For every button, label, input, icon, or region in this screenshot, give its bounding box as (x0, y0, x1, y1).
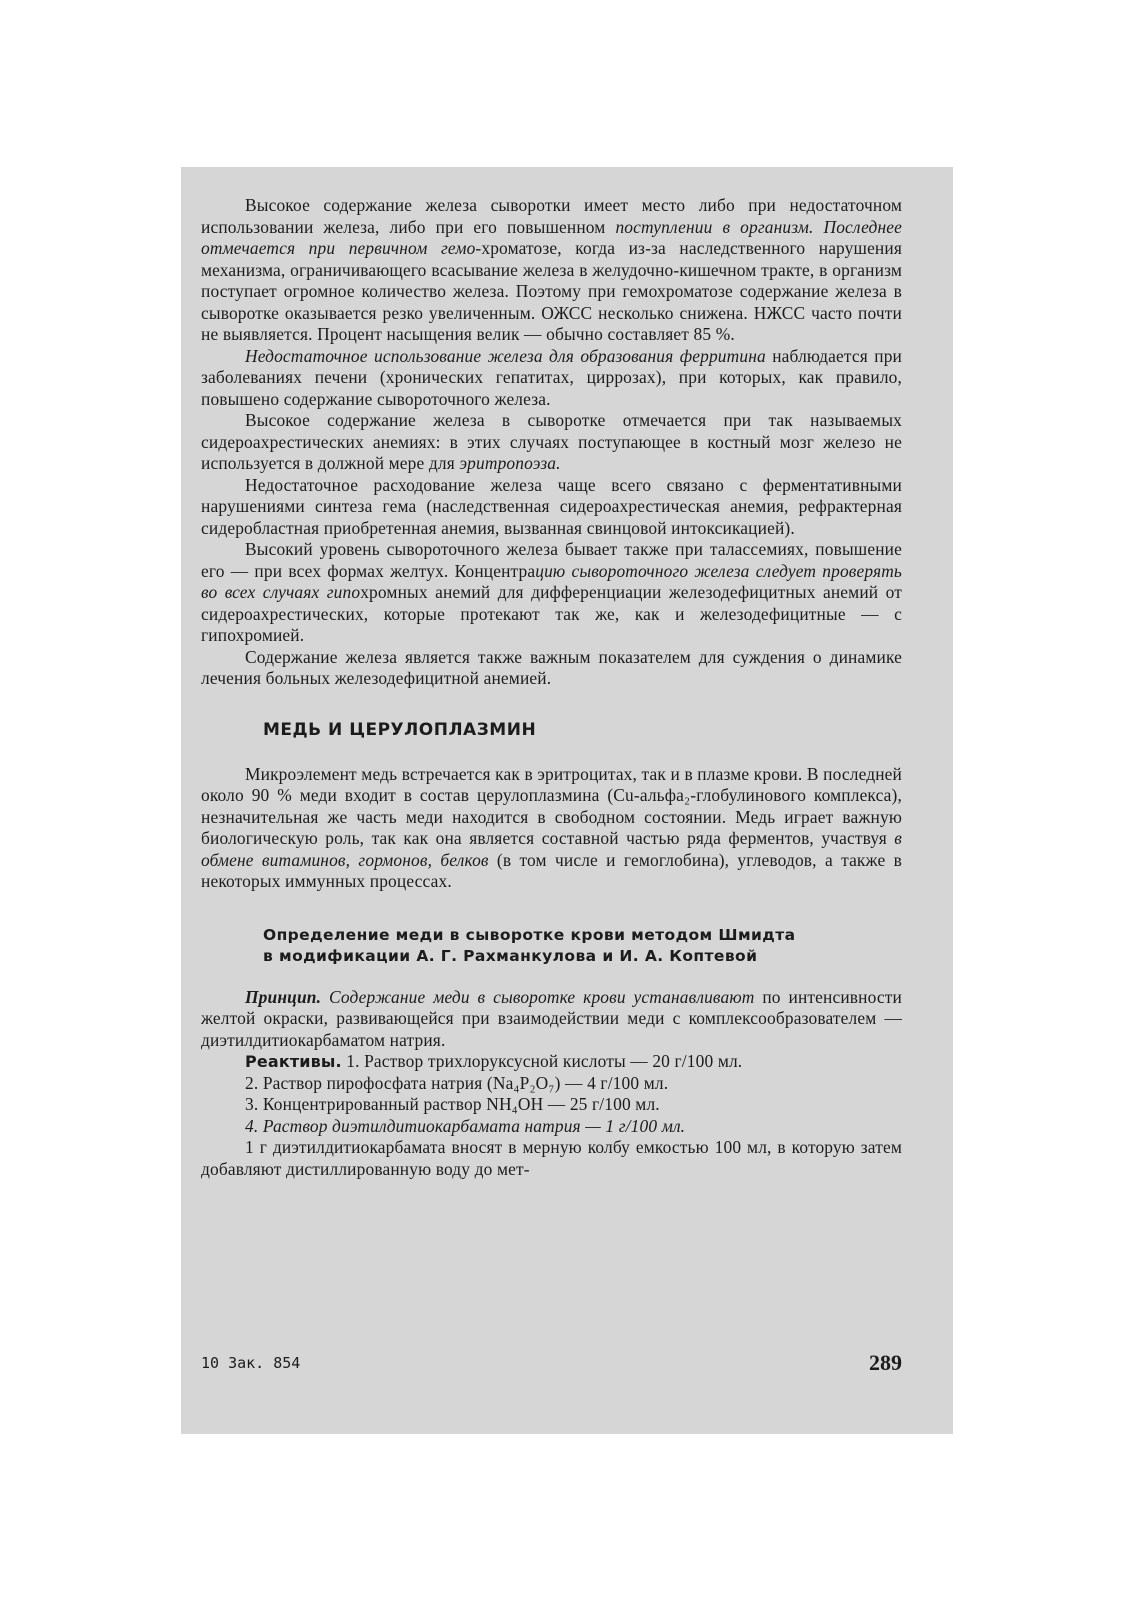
print-order-mark: 10 Зак. 854 (201, 1354, 301, 1372)
principle-label: Принцип. (245, 986, 322, 1007)
paragraph-text: Высокое содержание железа в сыворотке отмечается при так называемых сидероахрестических анемиях: в этих случаях поступающее в костный мозг железо не используется в должной мере для (201, 410, 902, 473)
method-heading-line: в модификации А. Г. Рахманкулова и И. А. Коптевой (263, 946, 758, 965)
paragraph-copper (201, 764, 902, 893)
paragraph-italic: поступлении в организм. Последнее отмечается при первичном гемо- (201, 216, 902, 258)
paragraph-italic: Содержание меди в сыворотке крови устанавливают (321, 986, 755, 1007)
paragraph-text: (в том числе и гемоглобина), углеводов, а также в некоторых иммунных процессах. (201, 849, 902, 891)
paragraph-text: наблюдается при заболеваниях печени (хронических гепатитах, циррозах), при которых, как правило, повышено содержание сывороточного железа. (201, 345, 903, 409)
page-body (201, 195, 902, 1180)
paragraph-text: Высокое содержание железа сыворотки имеет место либо при недостаточном использовании железа, либо при его повышенном (201, 195, 902, 237)
reagent-item: 2. Раствор пирофосфата натрия (Na₄P₂O₇) — 4 г/100 мл. (245, 1072, 669, 1093)
paragraph-italic: 4. Раствор диэтилдитиокарбамата натрия — 1 г/100 мл. (245, 1115, 686, 1136)
paragraph-text: Высокий уровень сывороточного железа бывает также при талассемиях, повышение его — при всех формах желтух. Концентра (201, 539, 902, 581)
paragraph-heme-synthesis (201, 475, 902, 540)
section-heading: МЕДЬ И ЦЕРУЛОПЛАЗМИН (263, 719, 537, 740)
reagents-label: Реактивы. (245, 1052, 342, 1071)
book-page (181, 167, 953, 1434)
reagent-item: 3. Концентрированный раствор NH₄OH — 25 г/100 мл. (245, 1094, 660, 1114)
paragraph-thalassemia (201, 539, 902, 647)
paragraph-italic: Недостаточное использование железа для образования ферритина (245, 345, 766, 366)
paragraph-iron-high (201, 195, 902, 346)
paragraph-principle (201, 987, 902, 1052)
page-number: 289 (869, 1350, 902, 1375)
method-heading-line: Определение меди в сыворотке крови методом Шмидта (263, 925, 796, 944)
paragraph-text: по интенсивности желтой окраски, развивающейся при взаимодействии меди с комплексообразователем — диэтилдитиокарбаматом натрия. (201, 986, 902, 1050)
page-footer (201, 1350, 902, 1384)
paragraph-text: Содержание железа является также важным показателем для суждения о динамике лечения больных железодефицитной анемией. (201, 646, 902, 688)
reagent-item-italic (201, 1116, 902, 1138)
paragraph-ferritin (201, 346, 902, 411)
paragraph-italic: цию сывороточного железа следует проверять во всех случаях гипо (201, 560, 902, 602)
reagents-line (201, 1051, 902, 1073)
paragraph-treatment (201, 647, 902, 690)
paragraph-italic: эритропоэза. (459, 453, 561, 473)
paragraph-text: хроматозе, когда из-за наследственного нарушения механизма, ограничивающего всасывание железа в желудочно-кишечном тракте, в организм поступает огромное количество железа. Поэтому при гемохроматозе содержание железа в сыворотке оказывается резко увеличенным. ОЖСС несколько снижена. НЖСС часто почти не выявляется. Процент насыщения велик — обычно составляет 85 %. (201, 238, 902, 344)
paragraph-italic: в обмене витаминов, гормонов, белков (201, 828, 902, 870)
paragraph-preparation: 1 г диэтилдитиокарбамата вносят в мерную колбу емкостью 100 мл, в которую затем добавляют дистиллированную воду до мет- (201, 1137, 902, 1179)
paragraph-sideroachrestic (201, 410, 902, 475)
reagent-item: 1. Раствор трихлоруксусной кислоты — 20 г/100 мл. (341, 1051, 743, 1071)
paragraph-text: хромных анемий для дифференциации железодефицитных анемий от сидероахрестических, которые протекают так же, как и железодефицитные — с гипохромией. (201, 582, 902, 645)
paragraph-text: Микроэлемент медь встречается как в эритроцитах, так и в плазме крови. В последней около 90 % меди входит в состав церулоплазмина (Cu-альфа₂-глобулинового комплекса), незначительная же часть меди находится в свободном состоянии. Медь играет важную биологическую роль, так как она является составной частью ряда ферментов, участвуя (201, 763, 902, 848)
paragraph-text: Недостаточное расходование железа чаще всего связано с ферментативными нарушениями синтеза гема (наследственная сидероахрестическая анемия, рефрактерная сидеробластная приобретенная анемия, вызванная свинцовой интоксикацией). (201, 474, 902, 538)
method-heading (263, 925, 902, 967)
